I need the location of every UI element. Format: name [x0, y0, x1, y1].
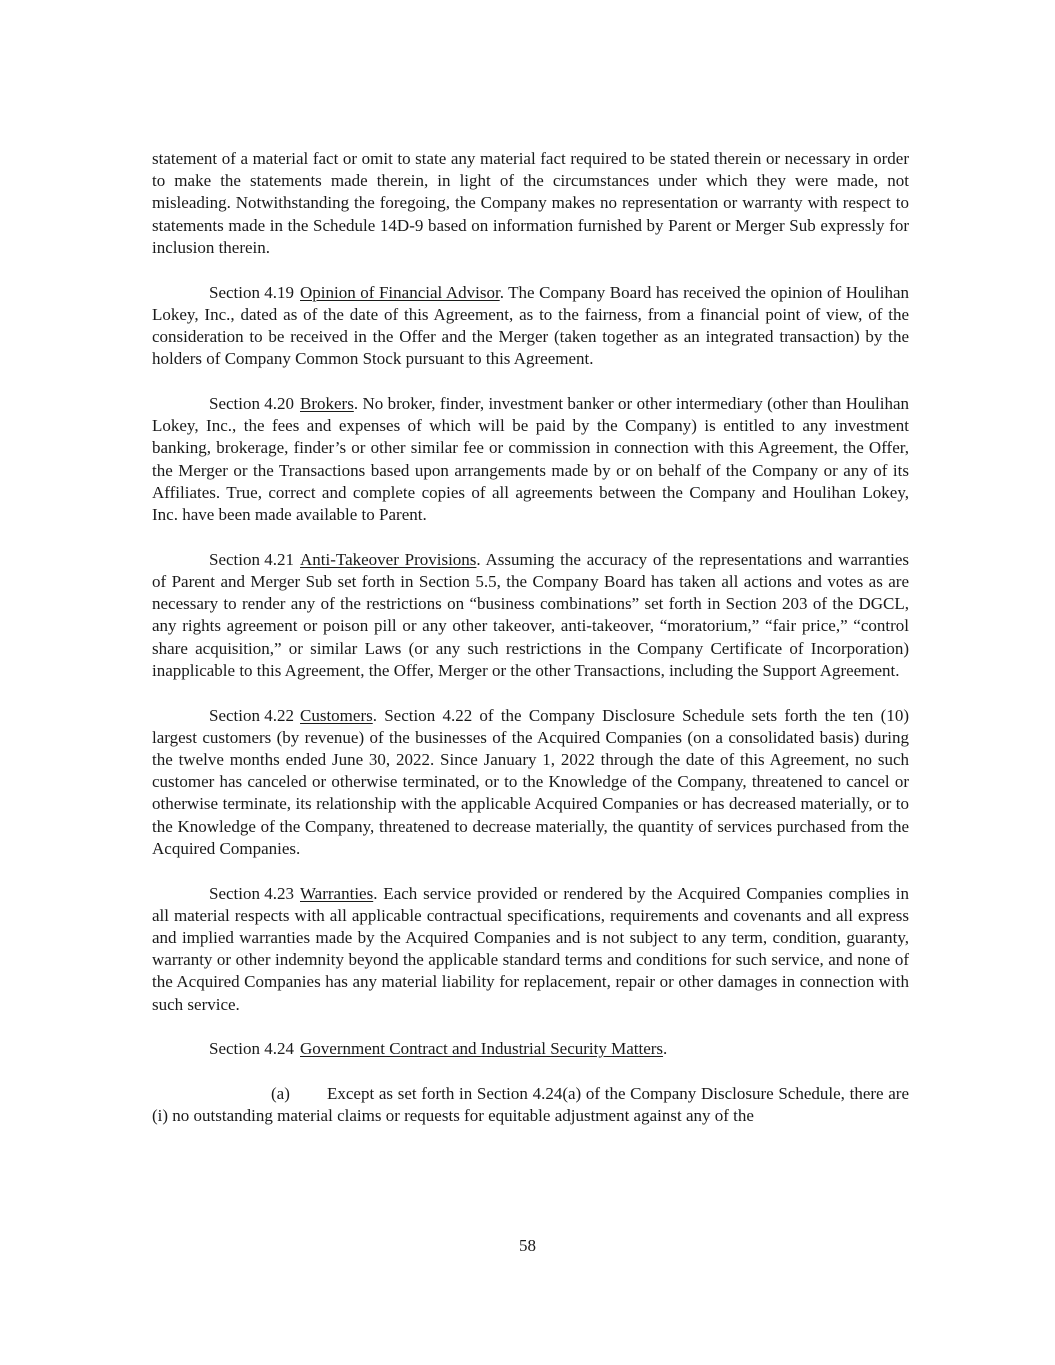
- section-4-24-a: [152, 1083, 909, 1127]
- page-number: 58: [519, 1236, 536, 1255]
- section-text: . Each service provided or rendered by the Acquired Companies complies in all material respects with all applicable contractual specifications, requirements and covenants and all express and implied warranties made by the Acquired Companies and is not subject to any term, condition, guaranty, warranty or other indemnity beyond the applicable standard terms and conditions for such service, and none of the Acquired Companies has any material liability for replacement, repair or other damages in connection with such service.: [152, 883, 909, 1014]
- paragraph-continuation: statement of a material fact or omit to state any material fact required to be stated therein or necessary in order to make the statements made therein, in light of the circumstances under which they were made, not misleading. Notwithstanding the foregoing, the Company makes no representation or warranty with respect to statements made in the Schedule 14D-9 based on information furnished by Parent or Merger Sub expressly for inclusion therein.: [152, 149, 909, 257]
- section-text: . No broker, finder, investment banker or other intermediary (other than Houlihan Lokey, Inc., the fees and expenses of which will be paid by the Company) is entitled to any investment banking, brokerage, finder’s or other similar fee or commission in connection with this Agreement, the Offer, the Merger or the Transactions based upon arrangements made by or on behalf of the Company or any of its Affiliates. True, correct and complete copies of all agreements between the Company and Houlihan Lokey, Inc. have been made available to Parent.: [152, 394, 909, 525]
- subsection-text: Except as set forth in Section 4.24(a) of the Company Disclosure Schedule, there are (i) no outstanding material claims or requests for equitable adjustment against any of the: [152, 1084, 909, 1126]
- section-title: Customers: [300, 705, 373, 725]
- section-4-21: [152, 549, 909, 682]
- section-number: Section 4.19: [209, 282, 294, 302]
- section-title: Brokers: [300, 394, 354, 414]
- section-4-20: [152, 393, 909, 526]
- section-number: Section 4.22: [209, 705, 294, 725]
- section-text: . Section 4.22 of the Company Disclosure Schedule sets forth the ten (10) largest customers (by revenue) of the businesses of the Acquired Companies (on a consolidated basis) during the twelve months ended June 30, 2022. Since January 1, 2022 through the date of this Agreement, no such customer has canceled or otherwise terminated, or to the Knowledge of the Company, threatened to cancel or otherwise terminate, its relationship with the applicable Acquired Companies or has decreased materially, or to the Knowledge of the Company, threatened to decrease materially, the quantity of services purchased from the Acquired Companies.: [152, 705, 909, 858]
- section-number: Section 4.21: [209, 549, 294, 569]
- section-title: Anti-Takeover Provisions: [300, 549, 477, 569]
- section-text: . The Company Board has received the opinion of Houlihan Lokey, Inc., dated as of the date of this Agreement, as to the fairness, from a financial point of view, of the consideration to be received in the Offer and the Merger (taken together as an integrated transaction) by the holders of Company Common Stock pursuant to this Agreement.: [152, 282, 909, 369]
- section-number: Section 4.23: [209, 883, 294, 903]
- section-text: .: [663, 1039, 668, 1059]
- section-4-22: [152, 705, 909, 860]
- section-title: Government Contract and Industrial Security Matters: [300, 1039, 664, 1059]
- section-number: Section 4.24: [209, 1039, 294, 1059]
- document-page: [152, 148, 909, 1150]
- section-text: . Assuming the accuracy of the representations and warranties of Parent and Merger Sub set forth in Section 5.5, the Company Board has taken all actions and votes as are necessary to render any of the restrictions on “business combinations” set forth in Section 203 of the DGCL, any rights agreement or poison pill or any other takeover, anti-takeover, “moratorium,” “fair price,” “control share acquisition,” or similar Laws (or any such restrictions in the Company Certificate of Incorporation) inapplicable to this Agreement, the Offer, Merger or the other Transactions, including the Support Agreement.: [152, 549, 909, 680]
- section-number: Section 4.20: [209, 394, 294, 414]
- section-4-23: [152, 883, 909, 1016]
- subsection-label: (a): [271, 1084, 290, 1104]
- section-4-19: [152, 282, 909, 371]
- section-title: Warranties: [300, 883, 374, 903]
- section-4-24: [152, 1038, 909, 1060]
- section-title: Opinion of Financial Advisor: [300, 282, 500, 302]
